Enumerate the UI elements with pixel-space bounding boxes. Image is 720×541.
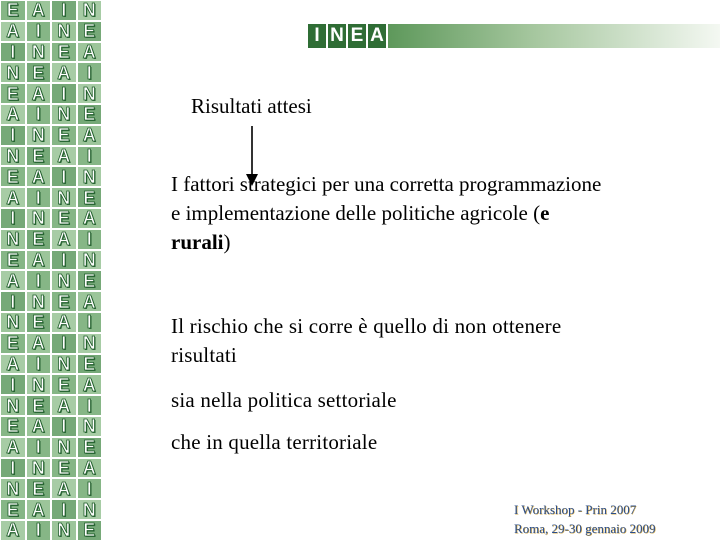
letter-tile: E — [0, 416, 26, 437]
letter-tile: N — [51, 187, 77, 208]
letter-tile: E — [0, 0, 26, 21]
letter-tile: N — [51, 437, 77, 458]
letter-tile: A — [0, 104, 26, 125]
letter-tile: E — [26, 146, 52, 167]
letter-tile: E — [26, 312, 52, 333]
letter-tile: I — [0, 42, 26, 63]
letter-tile: E — [77, 520, 103, 541]
letter-tile: I — [77, 395, 103, 416]
para1-text: I fattori strategici per una corretta programmazione e implementazione delle politiche agricole ( — [171, 172, 602, 225]
letter-tile: N — [0, 62, 26, 83]
letter-tile: E — [26, 229, 52, 250]
letter-tile: E — [0, 166, 26, 187]
letter-tile: A — [51, 395, 77, 416]
footer-date-line: Roma, 29-30 gennaio 2009 — [514, 521, 656, 536]
letter-tile: E — [77, 21, 103, 42]
logo-letter: E — [348, 24, 368, 48]
letter-tile: E — [0, 499, 26, 520]
logo-letter: N — [328, 24, 348, 48]
territorial-policy-line: che in quella territoriale — [171, 430, 378, 454]
letter-tile: E — [51, 291, 77, 312]
letter-tile: N — [77, 166, 103, 187]
letter-tile: E — [77, 187, 103, 208]
logo-letter: A — [368, 24, 388, 48]
letter-tile: A — [51, 229, 77, 250]
letter-tile: I — [51, 499, 77, 520]
letter-tile: I — [0, 208, 26, 229]
letter-tile: N — [77, 416, 103, 437]
letter-tile: E — [51, 42, 77, 63]
letter-tile: A — [26, 166, 52, 187]
letter-tile: A — [0, 21, 26, 42]
letter-tile: I — [0, 458, 26, 479]
letter-tile: I — [77, 62, 103, 83]
letter-tile: A — [77, 125, 103, 146]
letter-tile: E — [77, 104, 103, 125]
letter-tile: I — [0, 125, 26, 146]
inea-letter-tiles — [0, 0, 102, 540]
letter-tile: E — [51, 458, 77, 479]
letter-tile: A — [77, 291, 103, 312]
slide-title: Risultati attesi — [191, 94, 312, 118]
letter-tile: I — [51, 416, 77, 437]
letter-tile: N — [51, 520, 77, 541]
letter-tile: N — [0, 229, 26, 250]
letter-tile: N — [77, 333, 103, 354]
letter-tile: A — [0, 270, 26, 291]
letter-tile: E — [26, 395, 52, 416]
letter-tile: A — [77, 374, 103, 395]
letter-tile: A — [51, 312, 77, 333]
letter-tile: N — [77, 499, 103, 520]
letter-tile: A — [26, 250, 52, 271]
letter-tile: I — [26, 354, 52, 375]
letter-tile: I — [51, 250, 77, 271]
sector-policy-line: sia nella politica settoriale — [171, 388, 397, 412]
letter-tile: N — [51, 354, 77, 375]
letter-tile: I — [51, 83, 77, 104]
letter-tile: N — [26, 42, 52, 63]
letter-tile: I — [51, 166, 77, 187]
letter-tile: N — [77, 83, 103, 104]
letter-tile: I — [51, 0, 77, 21]
letter-tile: I — [26, 21, 52, 42]
letter-tile: I — [51, 333, 77, 354]
letter-tile: A — [0, 187, 26, 208]
letter-tile: N — [0, 395, 26, 416]
footer-event-line: I Workshop - Prin 2007 — [514, 502, 637, 517]
letter-tile: N — [26, 125, 52, 146]
letter-tile: E — [0, 250, 26, 271]
letter-tile: N — [77, 250, 103, 271]
letter-tile: A — [0, 354, 26, 375]
letter-tile: A — [77, 458, 103, 479]
letter-tile: I — [26, 104, 52, 125]
letter-tile: N — [0, 478, 26, 499]
letter-tile: N — [51, 104, 77, 125]
workshop-footer — [514, 500, 714, 538]
letter-tile: A — [0, 437, 26, 458]
logo-letter: I — [308, 24, 328, 48]
letter-tile: E — [26, 62, 52, 83]
letter-tile: A — [77, 42, 103, 63]
para1-end-text: ) — [223, 230, 231, 254]
letter-tile: N — [26, 374, 52, 395]
letter-tile: E — [51, 374, 77, 395]
letter-tile: N — [26, 291, 52, 312]
letter-tile: I — [26, 520, 52, 541]
letter-tile: I — [26, 437, 52, 458]
strategic-factors-paragraph — [171, 170, 611, 257]
letter-tile: A — [0, 520, 26, 541]
letter-tile: N — [0, 312, 26, 333]
letter-tile: N — [0, 146, 26, 167]
letter-tile: I — [26, 270, 52, 291]
letter-tile: E — [0, 333, 26, 354]
letter-tile: E — [51, 208, 77, 229]
letter-tile: E — [77, 354, 103, 375]
letter-tile: A — [51, 478, 77, 499]
letter-tile: A — [26, 0, 52, 21]
letter-tile: A — [26, 499, 52, 520]
letter-tile: E — [77, 437, 103, 458]
letter-tile: E — [51, 125, 77, 146]
letter-tile: A — [77, 208, 103, 229]
letter-tile: A — [51, 62, 77, 83]
letter-tile: I — [77, 478, 103, 499]
letter-tile: N — [51, 270, 77, 291]
letter-tile: A — [26, 333, 52, 354]
letter-tile: N — [51, 21, 77, 42]
letter-tile: N — [26, 458, 52, 479]
inea-logo — [308, 24, 388, 48]
letter-tile: I — [77, 312, 103, 333]
letter-tile: E — [77, 270, 103, 291]
letter-tile: I — [0, 291, 26, 312]
letter-tile: I — [0, 374, 26, 395]
letter-tile: A — [51, 146, 77, 167]
letter-tile: N — [77, 0, 103, 21]
para1-bold-text: e rurali — [171, 201, 550, 254]
letter-tile: E — [26, 478, 52, 499]
letter-tile: I — [77, 229, 103, 250]
letter-tile: A — [26, 416, 52, 437]
letter-tile: I — [26, 187, 52, 208]
risk-paragraph: Il rischio che si corre è quello di non ottenere risultati — [171, 314, 562, 367]
letter-tile: E — [0, 83, 26, 104]
letter-tile: A — [26, 83, 52, 104]
letter-tile: I — [77, 146, 103, 167]
inea-logo-bar — [308, 24, 720, 48]
letter-tile: N — [26, 208, 52, 229]
